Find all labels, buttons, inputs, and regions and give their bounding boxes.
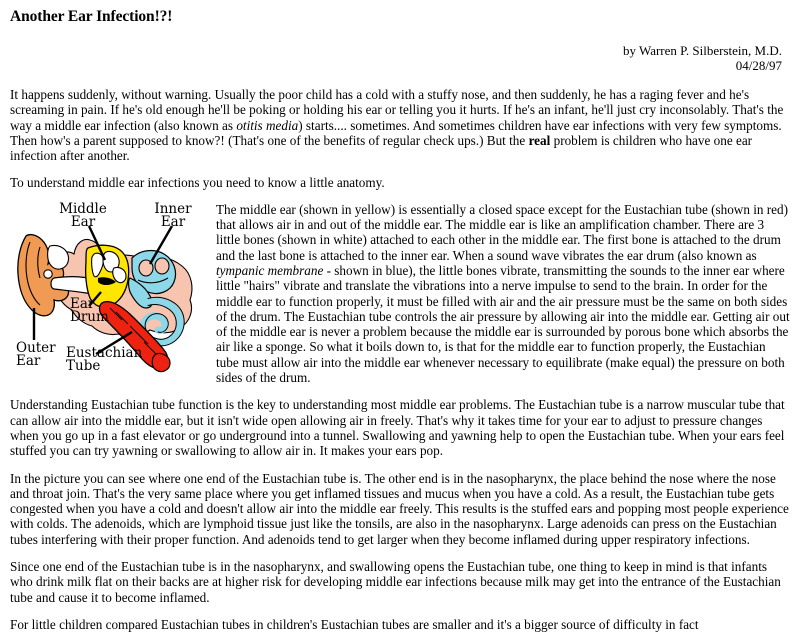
label-ear-drum-line1: Ear <box>70 295 95 312</box>
author-name: by Warren P. Silberstein, M.D. <box>622 43 782 58</box>
term-tympanic-membrane: tympanic membrane <box>216 262 324 278</box>
label-ear-drum-line2: Drum <box>70 308 109 325</box>
paragraph-anatomy-lead: To understand middle ear infections you need to know a little anatomy. <box>10 175 385 191</box>
paragraph-intro <box>10 87 790 163</box>
publication-date: 04/28/97 <box>735 58 782 73</box>
label-inner-ear-line2: Ear <box>160 213 186 230</box>
term-otitis-media: otitis media <box>236 117 299 133</box>
ear-anatomy-svg <box>10 202 210 382</box>
label-inner-ear-line1: Inner <box>154 200 192 217</box>
intro-text-part-2: ) starts.... sometimes. And sometimes children have ear infections with very few symptoms. Then how's a parent supposed to know?! (That's one of the benefits of regular check ups.) But the <box>10 117 782 148</box>
tragus <box>44 270 52 278</box>
intro-text-part-3: problem is children who have one ear infection after another. <box>10 132 753 164</box>
paragraph-infants: Since one end of the Eustachian tube is in the nasopharynx, and swallowing opens the Eustachian tube, one thing to keep in mind is that infants who drink milk flat on their backs are at higher risk for developing middle ear infections because milk may get into the entrance of the Eustachian tube and cause it to become inflamed. <box>10 559 781 605</box>
label-outer-ear-line2: Ear <box>16 352 41 369</box>
eustachian-tube-opening <box>152 353 170 371</box>
anatomy-figure-block <box>10 202 790 386</box>
label-middle-ear-line1: Middle <box>59 200 107 217</box>
intro-text-part-1: It happens suddenly, without warning. Usually the poor child has a cold with a stuffy nose, and then suddenly, he has a raging fever and he's screaming in pain. If he's old enough he'll be poking or holding his ear or telling you it hurts. If he's an infant, he'll just cry inconsolably. That's the way a middle ear infection (also known as <box>10 87 784 133</box>
label-outer-ear-line1: Outer <box>16 339 56 356</box>
label-eustachian-tube-line2: Tube <box>66 357 101 374</box>
label-eustachian-tube-line1: Eustachian <box>66 344 143 361</box>
concha-bowl <box>48 245 69 269</box>
ear-anatomy-diagram <box>10 202 210 382</box>
figure-text-part-1: The middle ear (shown in yellow) is essentially a closed space except for the Eustachian tube (shown in red) that allows air in and out of the middle ear. The middle ear is like an amplification chamber. There are 3 little bones (shown in white) attached to each other in the middle ear. The first bone is attached to the drum and the last bone is attached to the inner ear. When a sound wave vibrates the ear drum (also known as <box>216 201 789 263</box>
figure-text-part-2: - shown in blue), the little bones vibrate, transmitting the sounds to the inner ear where little "hairs" vibrate and translate the vibrations into a nerve impulse to send to the brain. In order for the middle ear to function properly, it must be filled with air and the air pressure must be the same on both sides of the drum. The Eustachian tube controls the air pressure by allowing air into the middle ear. Getting air out of the middle ear is never a problem because the middle ear is surrounded by porous bone which absorbs the air like a sponge. So what it boils down to, is that for the middle ear to function properly, the Eustachian tube must allow air into the middle ear whenever necessary to equilibrate (make equal) the pressure on both sides of the drum. <box>216 262 790 386</box>
byline <box>10 43 782 73</box>
paragraph-cutoff-partial: For little children compared Eustachian tubes in children's Eustachian tubes are smaller and it's a bigger source of difficulty in fact <box>10 616 699 632</box>
page-title: Another Ear Infection!?! <box>10 8 173 25</box>
label-middle-ear-line2: Ear <box>70 213 96 230</box>
paragraph-nasopharynx: In the picture you can see where one end of the Eustachian tube is. The other end is in the nasopharynx, the place behind the nose where the nose and throat join. That's the very same place where you get inflamed tissues and mucus when you have a cold. As a result, the Eustachian tube gets congested when you have a cold and doesn't allow air into the middle ear freely. This results is the stuffed ears and popping most people experience with colds. The adenoids, which are lymphoid tissue just like the tonsils, are also in the nasopharynx. Large adenoids can press on the Eustachian tubes interfering with their proper function. And adenoids tend to get larger when they become inflamed during upper respiratory infections. <box>10 470 789 547</box>
paragraph-eustachian-function: Understanding Eustachian tube function is the key to understanding most middle ear problems. The Eustachian tube is a narrow muscular tube that can allow air into the middle ear, but it isn't wide open allowing air in freely. That's why it takes time for your ear to adjust to pressure changes when you go up in a fast elevator or go underground into a tunnel. Swallowing and yawning help to open the Eustachian tube. When your ears feel stuffed you can try yawning or swallowing to allow air in. It makes your ears pop. <box>10 397 785 459</box>
emphasis-real: real <box>528 132 551 148</box>
